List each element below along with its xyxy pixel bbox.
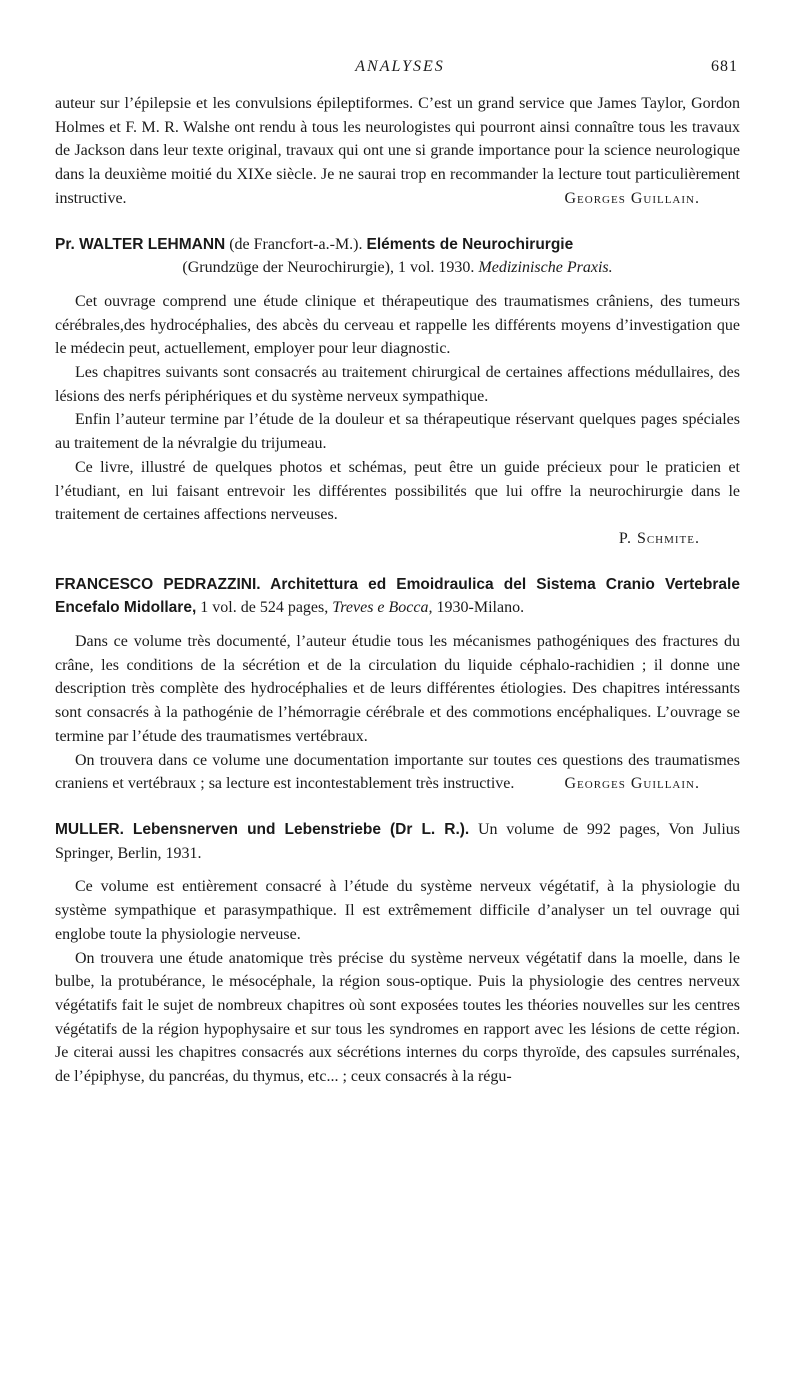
review-book-title: Lebensnerven und Lebenstriebe (Dr L. R.). [123, 820, 470, 838]
reviewer-signature: P. Schmite. [618, 529, 700, 547]
review-publisher: Treves e Bocca, [332, 599, 433, 617]
review-pedrazzini [55, 573, 740, 796]
paragraph: On trouvera une étude anatomique très précise du système nerveux végétatif dans la moelle, dans le bulbe, la protubérance, le mésocéphale, la région sous-optique. Puis la physiologie des centres nerveux végétatifs fait le sujet de nombreux chapitres où sont exposées toutes les théories nouvelles sur les centres végétatifs de la région hypophysaire et sur tous les syndromes en rapport avec les lésions de cette région. Je citerai aussi les chapitres consacrés aux sécrétions internes du corps thyroïde, des capsules surrénales, de l’épiphyse, du pancréas, du thymus, etc... ; ceux consacrés à la régu- [55, 949, 740, 1086]
paragraph: Enfin l’auteur termine par l’étude de la douleur et sa thérapeutique réservant quelques pages spéciales au traitement de la névralgie du trijumeau. [55, 411, 740, 453]
running-title: ANALYSES [355, 58, 445, 75]
review-book-title: Architettura ed Emoidraulica del Sistema Cranio Vertebrale Encefalo Midollare, [55, 575, 740, 617]
review-details-line [55, 256, 740, 280]
review-book-title: Eléments de Neurochirurgie [366, 235, 574, 253]
page-content [55, 92, 740, 1089]
page-number: 681 [711, 58, 738, 75]
review-place: 1930-Milano. [432, 599, 525, 617]
review-origin: (de Francfort-a.-M.). [225, 235, 367, 253]
review-heading [55, 818, 740, 865]
review-heading [55, 573, 740, 620]
review-details: Un volume de 992 pages, Von Julius Springer, Berlin, 1931. [55, 820, 740, 862]
review-details: (Grundzüge der Neurochirurgie), 1 vol. 1930. [182, 259, 479, 277]
paragraph: Ce livre, illustré de quelques photos et schémas, peut être un guide précieux pour le praticien et l’étudiant, en lui faisant entrevoir les différentes possibilités que lui offre la neurochirurgie dans le traitement de certaines affections nerveuses. [55, 458, 740, 524]
review-author: FRANCESCO PEDRAZZINI. [55, 575, 261, 593]
review-lehmann [55, 233, 740, 551]
review-heading [55, 233, 740, 280]
running-head [0, 58, 800, 82]
reviewer-signature: Georges Guillain. [564, 189, 700, 207]
review-publisher: Medizinische Praxis. [478, 259, 613, 277]
paragraph: Dans ce volume très documenté, l’auteur étudie tous les mécanismes pathogéniques des fractures du crâne, les conditions de la sécrétion et de la circulation du liquide céphalo-rachidien ; il donne une description très complète des hydrocéphalies et de leurs différentes étiologies. Des chapitres intéressants sont consacrés à la pathogénie de l’hémorragie cérébrale et des commotions encéphaliques. L’ouvrage se termine par l’étude des traumatismes vertébraux. [55, 633, 740, 745]
paragraph: Cet ouvrage comprend une étude clinique et thérapeutique des traumatismes crâniens, des tumeurs cérébrales,des hydrocéphalies, des abcès du cerveau et rappelle les différents moyens d’investigation que le médecin peut, actuellement, employer pour leur diagnostic. [55, 292, 740, 358]
review-continued [55, 92, 740, 211]
review-details: 1 vol. de 524 pages, [196, 599, 333, 617]
paragraph: Les chapitres suivants sont consacrés au traitement chirurgical de certaines affections médullaires, des lésions des nerfs périphériques et du système nerveux sympathique. [55, 364, 740, 405]
paragraph: On trouvera dans ce volume une documentation importante sur toutes ces questions des traumatismes craniens et vertébraux ; sa lecture est incontestablement très instructive. Georges Guillain. [55, 749, 740, 796]
review-author: MULLER. [55, 820, 124, 838]
paragraph: auteur sur l’épilepsie et les convulsions épileptiformes. C’est un grand service que James Taylor, Gordon Holmes et F. M. R. Walshe ont rendu à tous les neurologistes qui pourront ainsi connaître tous les travaux de Jackson dans leur texte original, travaux qui ont une si grande importance pour la science neurologique dans la deuxième moitié du XIXe siècle. Je ne saurai trop en recommander la lecture tout particulièrement instructive. Georges Guillain. [55, 92, 740, 211]
paragraph: Ce volume est entièrement consacré à l’étude du système nerveux végétatif, à la physiologie du système sympathique et parasympathique. Il est extrêmement difficile d’analyser un tel ouvrage qui englobe toute la physiologie nerveuse. [55, 878, 740, 943]
review-muller [55, 818, 740, 1089]
reviewer-signature: Georges Guillain. [564, 775, 700, 793]
review-author: Pr. WALTER LEHMANN [55, 235, 226, 253]
